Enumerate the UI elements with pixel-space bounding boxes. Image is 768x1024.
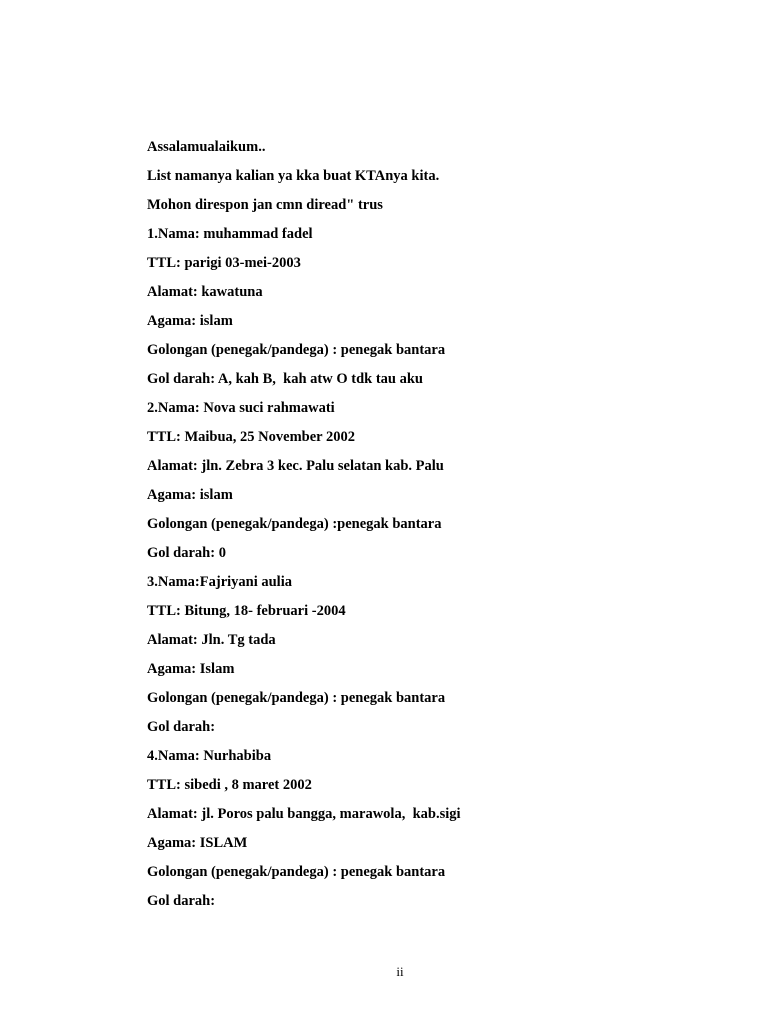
text-line: List namanya kalian ya kka buat KTAnya kita. — [147, 168, 440, 184]
entry-alamat: Alamat: Jln. Tg tada — [147, 632, 276, 648]
entry-gol-darah: Gol darah: — [147, 893, 216, 909]
entry-ttl: TTL: sibedi , 8 maret 2002 — [147, 777, 312, 793]
entry-name: 3.Nama:Fajriyani aulia — [147, 574, 292, 590]
entry-agama: Agama: islam — [147, 313, 233, 329]
entry-ttl: TTL: Maibua, 25 November 2002 — [147, 429, 355, 445]
entry-agama: Agama: Islam — [147, 661, 235, 677]
greeting-line: Assalamualaikum.. — [147, 139, 266, 155]
entry-agama: Agama: ISLAM — [147, 835, 248, 851]
entry-alamat: Alamat: jln. Zebra 3 kec. Palu selatan kab. Palu — [147, 458, 444, 474]
entry-ttl: TTL: Bitung, 18- februari -2004 — [147, 603, 346, 619]
entry-golongan: Golongan (penegak/pandega) : penegak bantara — [147, 864, 446, 880]
entry-golongan: Golongan (penegak/pandega) : penegak bantara — [147, 342, 446, 358]
entry-gol-darah: Gol darah: 0 — [147, 545, 226, 561]
entry-gol-darah: Gol darah: — [147, 719, 216, 735]
entry-name: 4.Nama: Nurhabiba — [147, 748, 272, 764]
entry-name: 2.Nama: Nova suci rahmawati — [147, 400, 335, 416]
entry-gol-darah: Gol darah: A, kah B, kah atw O tdk tau aku — [147, 371, 423, 387]
document-body — [147, 138, 667, 921]
entry-alamat: Alamat: jl. Poros palu bangga, marawola, kab.sigi — [147, 806, 461, 822]
entry-agama: Agama: islam — [147, 487, 233, 503]
entry-golongan: Golongan (penegak/pandega) : penegak bantara — [147, 690, 446, 706]
entry-golongan: Golongan (penegak/pandega) :penegak bantara — [147, 516, 442, 532]
entry-alamat: Alamat: kawatuna — [147, 284, 263, 300]
text-line: Mohon direspon jan cmn diread" trus — [147, 197, 383, 213]
entry-ttl: TTL: parigi 03-mei-2003 — [147, 255, 301, 271]
page-number: ii — [396, 964, 404, 979]
entry-name: 1.Nama: muhammad fadel — [147, 226, 313, 242]
